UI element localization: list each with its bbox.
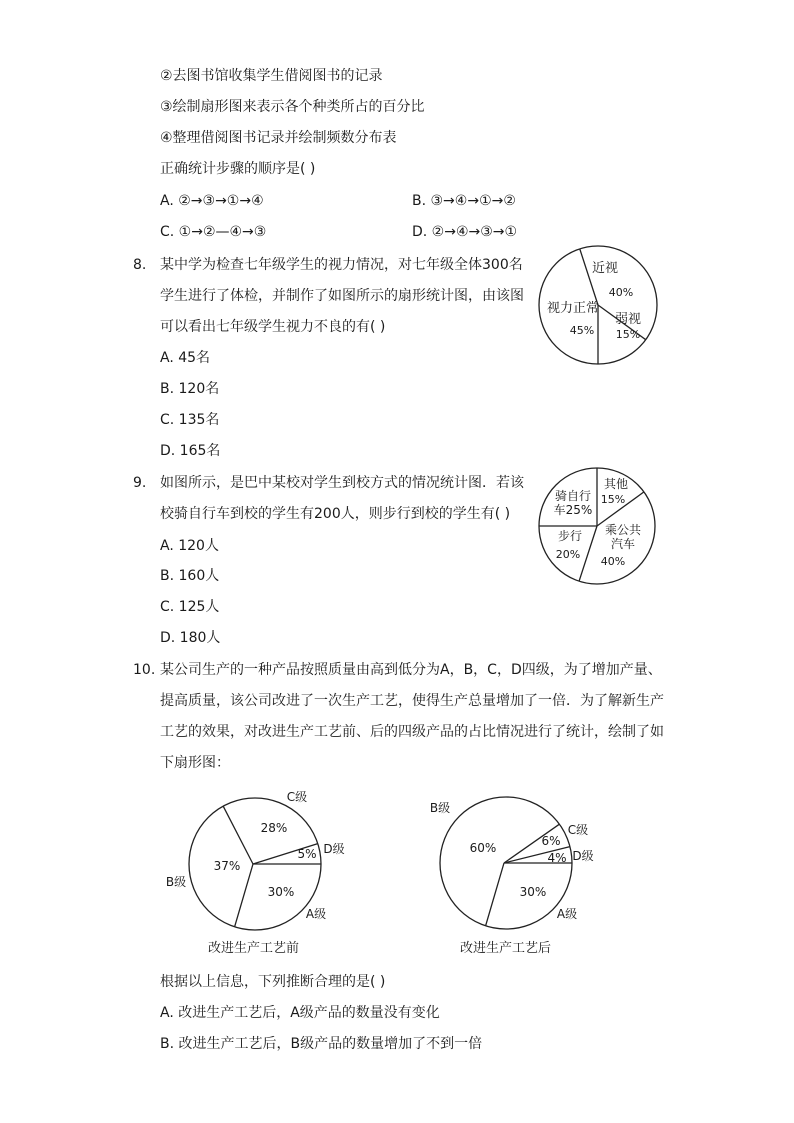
q9-line-1: 如图所示，是巴中某校对学生到校方式的情况统计图．若该 (160, 475, 524, 491)
q10-line-3: 工艺的效果，对改进生产工艺前、后的四级产品的占比情况进行了统计，绘制了如 (160, 724, 664, 740)
q10-slice-value: 30% (519, 885, 547, 899)
q10-slice-label: A级 (556, 907, 578, 921)
q9-slice-label: 汽车 (610, 537, 636, 551)
q9-option-a[interactable]: A. 120人 (160, 538, 219, 554)
q7-step-2: ②去图书馆收集学生借阅图书的记录 (160, 68, 383, 84)
q10-option-a[interactable]: A. 改进生产工艺后，A级产品的数量没有变化 (160, 1005, 440, 1021)
q10-slice-value: 30% (267, 885, 295, 899)
q9-slice-label: 其他 (603, 477, 629, 491)
q9-option-b[interactable]: B. 160人 (160, 568, 220, 584)
q9-slice-value: 40% (600, 555, 626, 568)
q10-slice-label: D级 (572, 849, 594, 863)
q7-option-a[interactable]: A. ②→③→①→④ (160, 193, 264, 209)
q9-slice-label: 乘公共 (604, 523, 642, 537)
q8-line-3: 可以看出七年级学生视力不良的有( ) (160, 319, 386, 335)
q10-line-2: 提高质量，该公司改进了一次生产工艺，使得生产总量增加了一倍．为了解新生产 (160, 693, 664, 709)
q8-slice-label: 近视 (591, 261, 619, 276)
q9-option-c[interactable]: C. 125人 (160, 599, 220, 615)
q7-prompt: 正确统计步骤的顺序是( ) (160, 161, 316, 177)
q8-slice-label: 弱视 (614, 312, 642, 327)
q10-pie-1-slice-boundary (486, 863, 504, 926)
q7-option-b[interactable]: B. ③→④→①→② (412, 193, 516, 209)
q10-slice-label: C级 (567, 823, 589, 837)
q10-caption-after: 改进生产工艺后 (460, 941, 552, 956)
q7-step-3: ③绘制扇形图来表示各个种类所占的百分比 (160, 99, 425, 115)
q8-slice-label: 视力正常 (546, 301, 600, 316)
q10-slice-value: 60% (469, 841, 497, 855)
q10-slice-label: B级 (165, 875, 187, 889)
q8-line-1: 某中学为检查七年级学生的视力情况，对七年级全体300名 (160, 257, 523, 273)
q10-slice-label: C级 (286, 790, 308, 804)
q8-option-d[interactable]: D. 165名 (160, 443, 221, 459)
q8-option-b[interactable]: B. 120名 (160, 381, 220, 397)
q9-slice-value: 15% (600, 493, 626, 506)
q9-number: 9. (133, 475, 147, 491)
q8-line-2: 学生进行了体检，并制作了如图所示的扇形统计图，由该图 (160, 288, 524, 304)
q8-option-c[interactable]: C. 135名 (160, 412, 220, 428)
q10-slice-label: D级 (323, 842, 345, 856)
q10-slice-value: 5% (297, 847, 317, 861)
q9-slice-label: 骑自行 (554, 489, 592, 503)
q10-number: 10. (133, 662, 156, 678)
q8-number: 8. (133, 257, 147, 273)
q10-line-1: 某公司生产的一种产品按照质量由高到低分为A，B，C，D四级，为了增加产量、 (160, 662, 662, 678)
q10-line-4: 下扇形图： (160, 755, 230, 771)
q10-slice-value: 4% (547, 851, 567, 865)
q8-slice-value: 15% (615, 328, 641, 341)
q10-prompt: 根据以上信息，下列推断合理的是( ) (160, 974, 386, 990)
q10-slice-value: 6% (541, 834, 561, 848)
q10-slice-value: 28% (260, 821, 288, 835)
q10-slice-label: B级 (429, 801, 451, 815)
q8-slice-value: 45% (569, 324, 595, 337)
q8-option-a[interactable]: A. 45名 (160, 350, 211, 366)
q7-step-4: ④整理借阅图书记录并绘制频数分布表 (160, 130, 397, 146)
q9-slice-value: 20% (555, 548, 581, 561)
q10-slice-value: 37% (213, 859, 241, 873)
q9-slice-label: 步行 (557, 529, 583, 543)
q7-option-c[interactable]: C. ①→②—④→③ (160, 224, 267, 240)
q10-caption-before: 改进生产工艺前 (208, 941, 300, 956)
q8-slice-value: 40% (608, 286, 634, 299)
q10-slice-label: A级 (305, 907, 327, 921)
q9-slice-label: 车25% (553, 503, 593, 517)
q7-option-d[interactable]: D. ②→④→③→① (412, 224, 518, 240)
q9-option-d[interactable]: D. 180人 (160, 630, 221, 646)
q10-option-b[interactable]: B. 改进生产工艺后，B级产品的数量增加了不到一倍 (160, 1036, 483, 1052)
q9-line-2: 校骑自行车到校的学生有200人，则步行到校的学生有( ) (160, 506, 511, 522)
